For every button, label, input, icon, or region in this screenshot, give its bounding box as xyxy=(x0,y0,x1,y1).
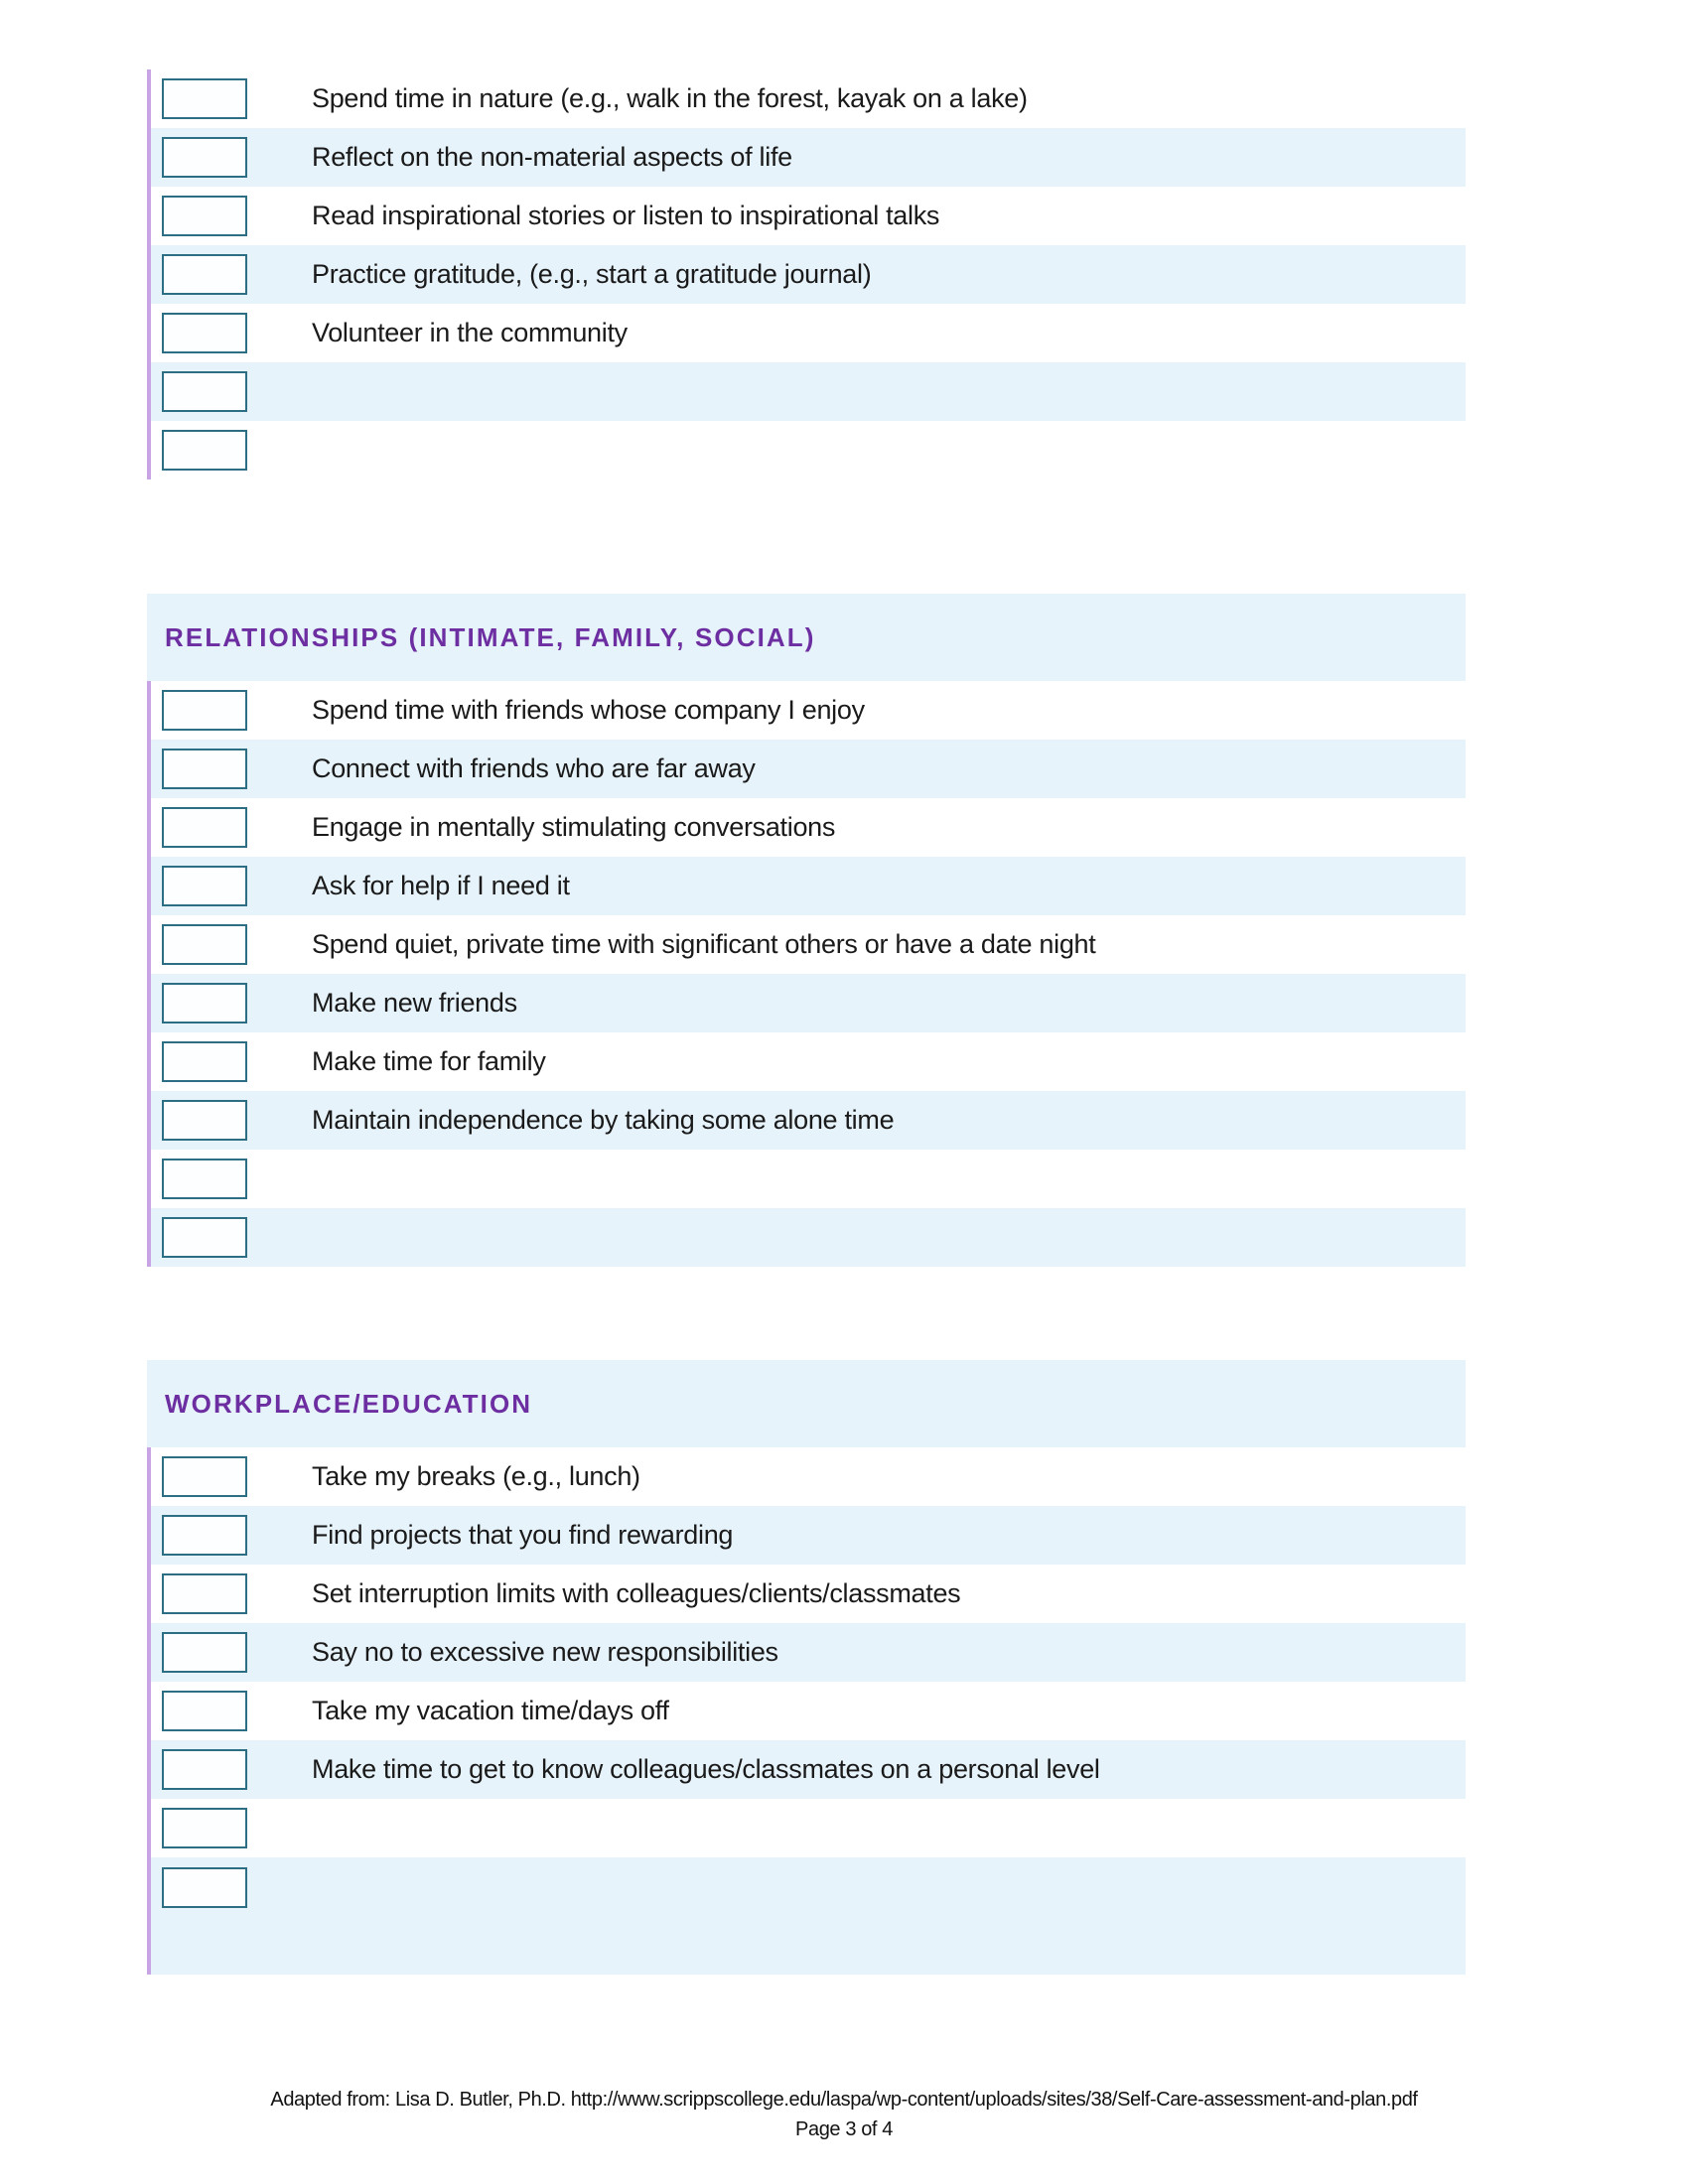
checkbox-input[interactable] xyxy=(162,1632,247,1673)
checklist-rows xyxy=(147,1447,1466,1975)
checkbox-cell xyxy=(147,857,264,915)
checkbox-cell xyxy=(147,362,264,421)
checkbox-cell xyxy=(147,798,264,857)
checkbox-input[interactable] xyxy=(162,690,247,731)
item-label: Ask for help if I need it xyxy=(312,870,570,900)
page-footer xyxy=(0,2085,1688,2144)
table-row-blank[interactable] xyxy=(147,362,1466,421)
table-row[interactable] xyxy=(147,681,1466,740)
checkbox-input[interactable] xyxy=(162,924,247,965)
page-number: Page 3 of 4 xyxy=(795,2118,893,2140)
table-row[interactable] xyxy=(147,857,1466,915)
checkbox-cell xyxy=(147,69,264,128)
checkbox-input[interactable] xyxy=(162,1808,247,1848)
item-label: Connect with friends who are far away xyxy=(312,752,756,783)
checkbox-input[interactable] xyxy=(162,78,247,119)
table-row[interactable] xyxy=(147,69,1466,128)
item-label: Spend quiet, private time with significant others or have a date night xyxy=(312,928,1096,959)
checkbox-cell xyxy=(147,681,264,740)
checklist-block-workplace-education xyxy=(147,1447,1466,1975)
checkbox-cell xyxy=(147,245,264,304)
table-row[interactable] xyxy=(147,1032,1466,1091)
item-label: Engage in mentally stimulating conversations xyxy=(312,811,836,842)
table-row[interactable] xyxy=(147,1091,1466,1150)
table-row[interactable] xyxy=(147,1740,1466,1799)
checkbox-cell xyxy=(147,1506,264,1565)
checkbox-input[interactable] xyxy=(162,1691,247,1731)
item-label: Take my vacation time/days off xyxy=(312,1695,669,1725)
checkbox-input[interactable] xyxy=(162,371,247,412)
table-row-blank[interactable] xyxy=(147,1857,1466,1975)
checkbox-cell xyxy=(147,187,264,245)
checkbox-cell xyxy=(147,1150,264,1208)
table-row[interactable] xyxy=(147,915,1466,974)
table-row-blank[interactable] xyxy=(147,421,1466,479)
table-row[interactable] xyxy=(147,1447,1466,1506)
checkbox-input[interactable] xyxy=(162,983,247,1024)
item-label: Read inspirational stories or listen to inspirational talks xyxy=(312,200,940,230)
checklist-block-relationships xyxy=(147,681,1466,1267)
table-row[interactable] xyxy=(147,740,1466,798)
checkbox-cell xyxy=(147,421,264,479)
checkbox-input[interactable] xyxy=(162,749,247,789)
attribution-text: Adapted from: Lisa D. Butler, Ph.D. http://www.scrippscollege.edu/laspa/wp-content/uploads/sites/38/Self-Care-assessment-and-plan.pdf xyxy=(270,2089,1418,2111)
checkbox-cell xyxy=(147,1740,264,1799)
checkbox-input[interactable] xyxy=(162,196,247,236)
item-label: Take my breaks (e.g., lunch) xyxy=(312,1460,640,1491)
item-label: Spend time with friends whose company I enjoy xyxy=(312,694,865,725)
checkbox-input[interactable] xyxy=(162,1217,247,1258)
item-label: Reflect on the non-material aspects of life xyxy=(312,141,792,172)
item-label: Practice gratitude, (e.g., start a gratitude journal) xyxy=(312,258,872,289)
checkbox-input[interactable] xyxy=(162,1749,247,1790)
checkbox-cell xyxy=(147,1565,264,1623)
table-row[interactable] xyxy=(147,1623,1466,1682)
table-row[interactable] xyxy=(147,798,1466,857)
checkbox-input[interactable] xyxy=(162,313,247,353)
checkbox-cell xyxy=(147,974,264,1032)
table-row[interactable] xyxy=(147,304,1466,362)
table-row[interactable] xyxy=(147,128,1466,187)
checkbox-input[interactable] xyxy=(162,1573,247,1614)
checkbox-input[interactable] xyxy=(162,1515,247,1556)
checkbox-cell xyxy=(147,1799,264,1857)
item-label: Make new friends xyxy=(312,987,517,1018)
checklist-block-spiritual-continued xyxy=(147,69,1466,479)
checkbox-cell xyxy=(147,1208,264,1267)
checkbox-cell xyxy=(147,1447,264,1506)
table-row-blank[interactable] xyxy=(147,1150,1466,1208)
checklist-rows xyxy=(147,69,1466,479)
checkbox-input[interactable] xyxy=(162,866,247,906)
checkbox-input[interactable] xyxy=(162,1867,247,1908)
checkbox-input[interactable] xyxy=(162,1100,247,1141)
item-label: Find projects that you find rewarding xyxy=(312,1519,734,1550)
item-label: Say no to excessive new responsibilities xyxy=(312,1636,778,1667)
table-row[interactable] xyxy=(147,187,1466,245)
checkbox-input[interactable] xyxy=(162,807,247,848)
item-label: Make time to get to know colleagues/classmates on a personal level xyxy=(312,1753,1100,1784)
item-label: Spend time in nature (e.g., walk in the forest, kayak on a lake) xyxy=(312,82,1028,113)
section-title: RELATIONSHIPS (INTIMATE, FAMILY, SOCIAL) xyxy=(165,621,816,652)
item-label: Volunteer in the community xyxy=(312,317,628,347)
checkbox-input[interactable] xyxy=(162,1159,247,1199)
checkbox-input[interactable] xyxy=(162,430,247,471)
item-label: Set interruption limits with colleagues/clients/classmates xyxy=(312,1577,961,1608)
checkbox-input[interactable] xyxy=(162,137,247,178)
table-row[interactable] xyxy=(147,1506,1466,1565)
checkbox-cell xyxy=(147,1623,264,1682)
table-row[interactable] xyxy=(147,1565,1466,1623)
checkbox-input[interactable] xyxy=(162,1456,247,1497)
item-label: Make time for family xyxy=(312,1045,546,1076)
checkbox-input[interactable] xyxy=(162,1041,247,1082)
checklist-rows xyxy=(147,681,1466,1267)
table-row-blank[interactable] xyxy=(147,1208,1466,1267)
checkbox-cell xyxy=(147,915,264,974)
section-title: WORKPLACE/EDUCATION xyxy=(165,1388,533,1419)
checkbox-input[interactable] xyxy=(162,254,247,295)
table-row[interactable] xyxy=(147,974,1466,1032)
section-header-workplace-education xyxy=(147,1360,1466,1447)
item-label: Maintain independence by taking some alone time xyxy=(312,1104,895,1135)
section-header-relationships xyxy=(147,594,1466,681)
checkbox-cell xyxy=(147,1682,264,1740)
table-row[interactable] xyxy=(147,245,1466,304)
checkbox-cell xyxy=(147,304,264,362)
checkbox-cell xyxy=(147,128,264,187)
checkbox-cell xyxy=(147,740,264,798)
checkbox-cell xyxy=(147,1857,264,1975)
table-row[interactable] xyxy=(147,1682,1466,1740)
checkbox-cell xyxy=(147,1032,264,1091)
table-row-blank[interactable] xyxy=(147,1799,1466,1857)
checkbox-cell xyxy=(147,1091,264,1150)
